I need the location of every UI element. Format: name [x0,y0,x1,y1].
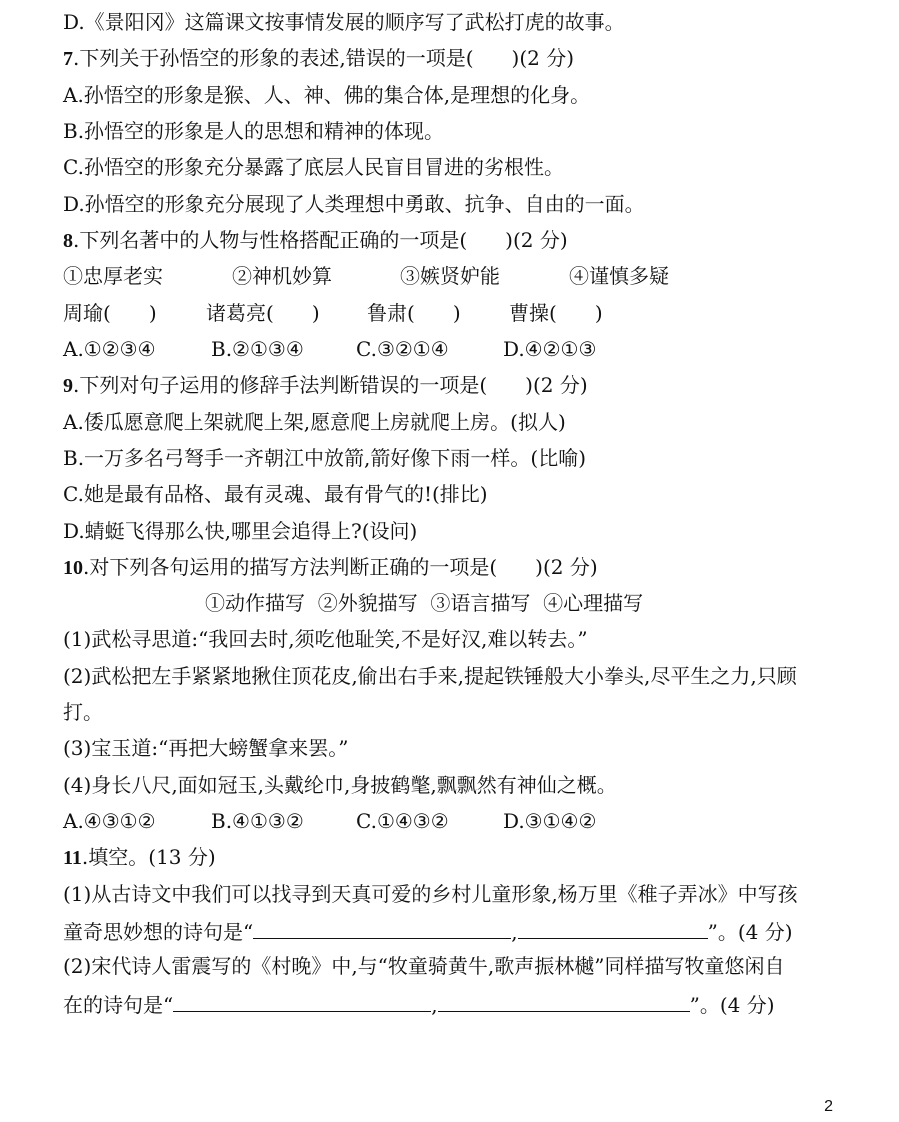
q7-number: 7 [63,48,73,70]
q8-trait: ④谨慎多疑 [569,264,669,288]
q10-stem [63,553,598,582]
q11-number: 11 [63,847,82,869]
q7-option-a: A.孙悟空的形象是猴、人、神、佛的集合体,是理想的化身。 [63,83,591,107]
q10-text: .对下列各句运用的描写方法判断正确的一项是( [83,555,498,579]
q11-text: .填空。(13 分) [81,845,216,869]
q9-text: .下列对句子运用的修辞手法判断错误的一项是( [73,373,488,397]
q8-person: 诸葛亮( ) [206,301,320,325]
q8-person: 周瑜( ) [63,301,157,325]
q11-fill-blank-3[interactable] [173,989,431,1012]
q11-stem [63,843,216,872]
q8-score: )(2 分) [505,228,568,252]
q10-option: A.④③①② [63,809,156,833]
q9-number: 9 [63,375,73,397]
page-number: 2 [824,1098,833,1115]
q6-option-d: D.《景阳冈》这篇课文按事情发展的顺序写了武松打虎的故事。 [63,10,625,34]
q11-part-1-prefix: 童奇思妙想的诗句是“ [63,920,254,944]
q11-part-2-prefix: 在的诗句是“ [63,993,174,1017]
q10-sentence-2-cont: 打。 [63,700,103,724]
q11-part-1-fill [63,916,793,946]
q11-fill-blank-4[interactable] [438,989,690,1012]
q8-option: B.②①③④ [211,337,304,361]
q10-sentence-2: (2)武松把左手紧紧地揪住顶花皮,偷出右手来,提起铁锤般大小拳头,尽平生之力,只顾 [63,664,797,688]
q7-score: )(2 分) [511,46,575,70]
q11-part-2: (2)宋代诗人雷震写的《村晚》中,与“牧童骑黄牛,歌声振林樾”同样描写牧童悠闲自 [63,954,785,978]
q8-trait: ③嫉贤妒能 [400,264,500,288]
q10-methods: ①动作描写 ②外貌描写 ③语言描写 ④心理描写 [205,591,644,615]
q11-comma: , [431,993,438,1017]
q8-option: D.④②①③ [503,337,597,361]
q10-sentence-1: (1)武松寻思道:“我回去时,须吃他耻笑,不是好汉,难以转去。” [63,627,588,651]
q11-comma: , [511,920,518,944]
q7-option-b: B.孙悟空的形象是人的思想和精神的体现。 [63,119,445,143]
q8-stem [63,226,568,255]
q11-fill-blank-2[interactable] [518,916,708,939]
q9-option-c: C.她是最有品格、最有灵魂、最有骨气的!(排比) [63,482,488,506]
q8-person: 曹操( ) [509,301,603,325]
q8-trait: ①忠厚老实 [63,264,163,288]
q11-part-2-fill [63,989,775,1019]
q10-sentence-3: (3)宝玉道:“再把大螃蟹拿来罢。” [63,736,349,760]
q11-part-2-score: ”。(4 分) [689,993,775,1017]
q8-number: 8 [63,230,73,252]
q11-part-1: (1)从古诗文中我们可以找寻到天真可爱的乡村儿童形象,杨万里《稚子弄冰》中写孩 [63,882,798,906]
q7-stem [63,44,574,73]
q11-fill-blank-1[interactable] [253,916,511,939]
q8-person: 鲁肃( ) [367,301,461,325]
q10-option: D.③①④② [503,809,597,833]
q8-text: .下列名著中的人物与性格搭配正确的一项是( [73,228,468,252]
q7-text: .下列关于孙悟空的形象的表述,错误的一项是( [73,46,474,70]
q7-option-c: C.孙悟空的形象充分暴露了底层人民盲目冒进的劣根性。 [63,155,564,179]
q10-sentence-4: (4)身长八尺,面如冠玉,头戴纶巾,身披鹤氅,飘飘然有神仙之概。 [63,773,617,797]
q9-option-a: A.倭瓜愿意爬上架就爬上架,愿意爬上房就爬上房。(拟人) [63,410,566,434]
q9-stem [63,371,588,400]
q10-score: )(2 分) [535,555,598,579]
q9-option-b: B.一万多名弓弩手一齐朝江中放箭,箭好像下雨一样。(比喻) [63,446,587,470]
q9-score: )(2 分) [525,373,588,397]
q9-option-d: D.蜻蜓飞得那么快,哪里会追得上?(设问) [63,519,418,543]
q8-trait: ②神机妙算 [232,264,332,288]
q10-number: 10 [63,557,83,579]
q7-option-d: D.孙悟空的形象充分展现了人类理想中勇敢、抗争、自由的一面。 [63,192,645,216]
q10-option: C.①④③② [356,809,449,833]
q8-option: A.①②③④ [63,337,156,361]
q11-part-1-score: ”。(4 分) [707,920,793,944]
q8-option: C.③②①④ [356,337,449,361]
q10-option: B.④①③② [211,809,304,833]
